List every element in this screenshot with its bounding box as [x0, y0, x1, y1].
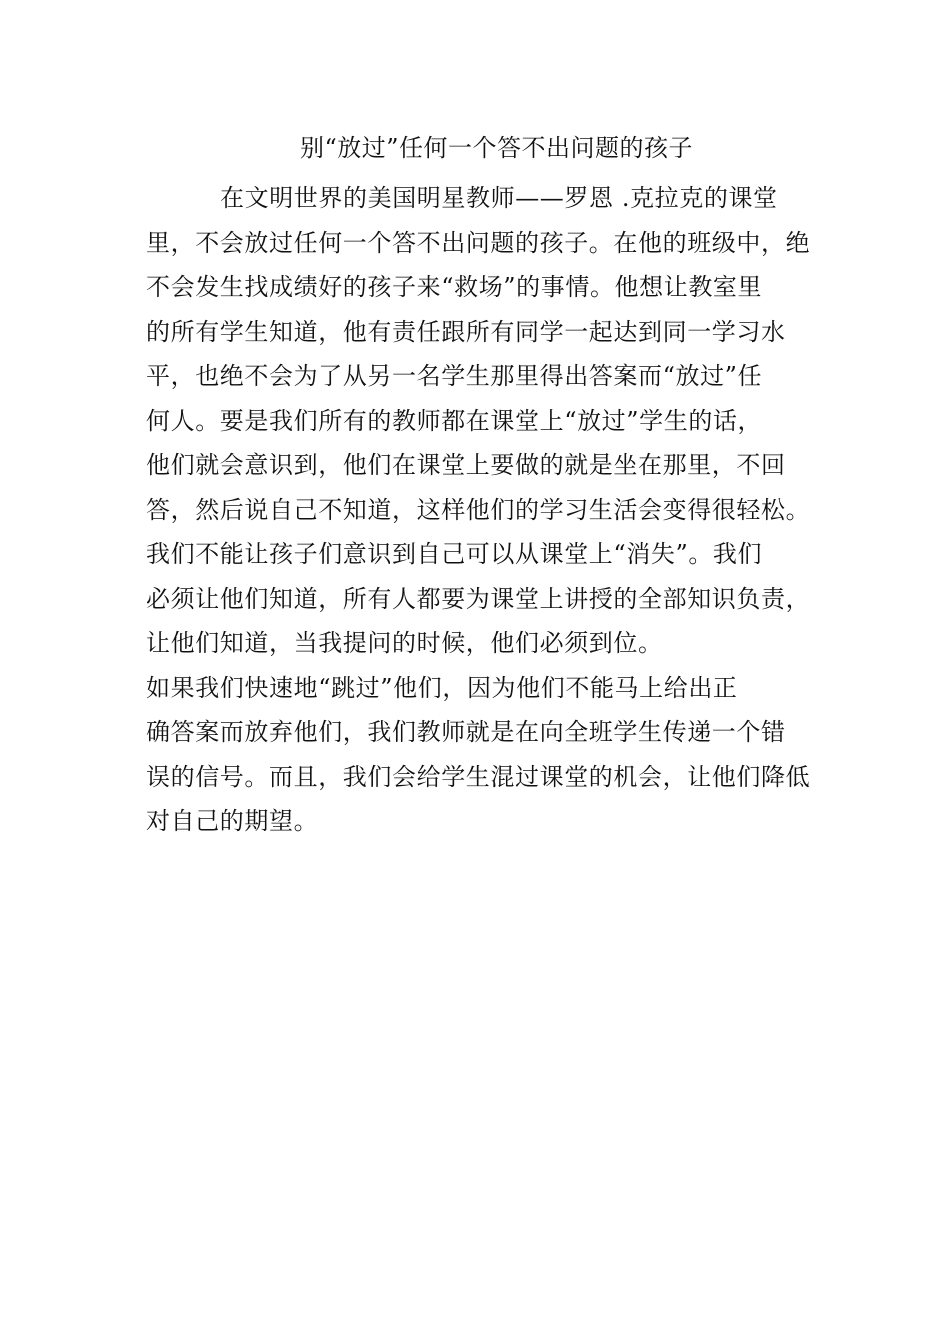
paragraph-line: 对自己的期望。 [146, 807, 319, 835]
paragraph-line: 何人。要是我们所有的教师都在课堂上“放过”学生的话， [146, 406, 763, 435]
paragraph-line: 必须让他们知道，所有人都要为课堂上讲授的全部知识负责， [146, 584, 811, 613]
document-body [146, 176, 810, 844]
paragraph-line: 不会发生找成绩好的孩子来“救场”的事情。他想让教室里 [146, 273, 763, 301]
paragraph-line: 答，然后说自己不知道，这样他们的学习生活会变得很轻松。 [146, 495, 811, 524]
paragraph-line: 平，也绝不会为了从另一名学生那里得出答案而“放过”任 [146, 362, 763, 390]
paragraph-line: 如果我们快速地“跳过”他们，因为他们不能马上给出正 [146, 673, 738, 702]
paragraph-line: 里，不会放过任何一个答不出问题的孩子。在他的班级中，绝 [146, 228, 811, 257]
paragraph-line: 我们不能让孩子们意识到自己可以从课堂上“消失”。我们 [146, 540, 763, 568]
paragraph-line: 确答案而放弃他们，我们教师就是在向全班学生传递一个错 [146, 718, 786, 746]
document-title: 别“放过”任何一个答不出问题的孩子 [300, 134, 694, 162]
paragraph-line: 在文明世界的美国明星教师——罗恩 .克拉克的课堂 [220, 184, 778, 212]
paragraph-line: 的所有学生知道，他有责任跟所有同学一起达到同一学习水 [146, 317, 786, 346]
paragraph-line: 让他们知道，当我提问的时候，他们必须到位。 [146, 629, 663, 657]
paragraph-line: 他们就会意识到，他们在课堂上要做的就是坐在那里，不回 [146, 451, 786, 479]
paragraph-line: 误的信号。而且，我们会给学生混过课堂的机会，让他们降低 [146, 762, 811, 791]
